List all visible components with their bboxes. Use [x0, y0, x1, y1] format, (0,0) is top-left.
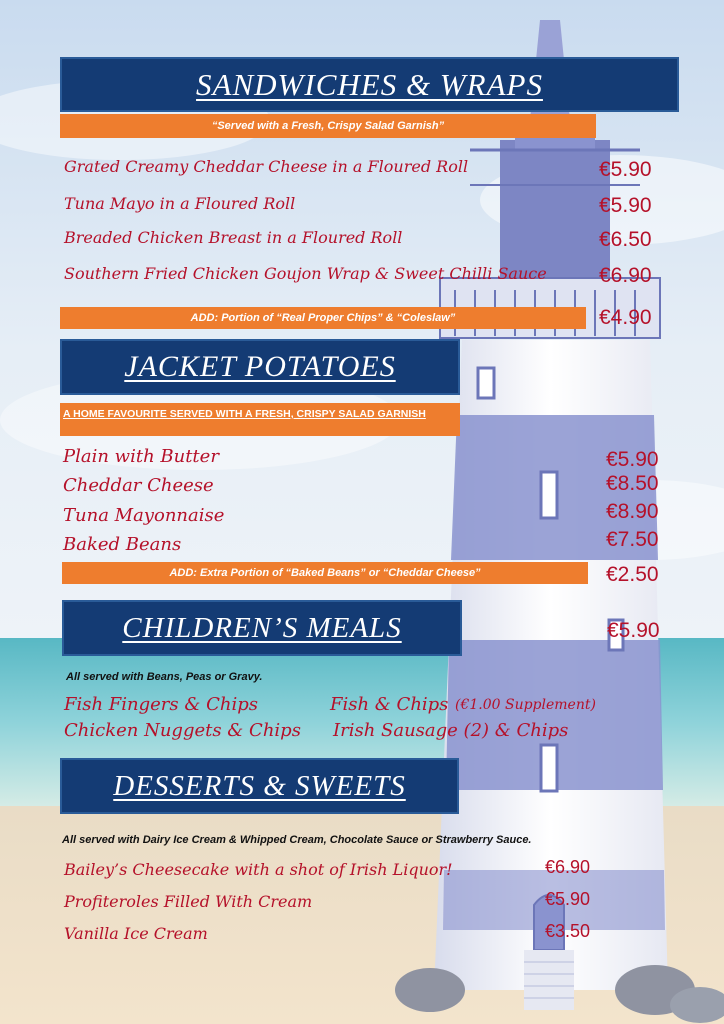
desserts-title: DESSERTS & SWEETS — [113, 769, 406, 802]
dessert-item-price: €5.90 — [545, 889, 591, 909]
dessert-item-price: €6.90 — [545, 857, 591, 877]
jacket-subtitle-text: A HOME FAVOURITE SERVED WITH A FRESH, CRISPY SALAD GARNISH — [63, 408, 426, 420]
jacket-item-price: €8.50 — [606, 472, 659, 495]
children-item-name: Fish & Chips — [330, 694, 449, 715]
jacket-item-price: €8.90 — [606, 500, 659, 523]
sandwiches-banner — [60, 57, 679, 112]
sandwich-item-price: €6.50 — [599, 228, 652, 251]
jacket-item-price: €5.90 — [606, 448, 659, 471]
jacket-title: JACKET POTATOES — [124, 350, 396, 383]
dessert-item-price: €3.50 — [545, 921, 591, 941]
children-banner — [62, 600, 462, 656]
sandwich-item-name: Tuna Mayo in a Floured Roll — [64, 194, 296, 213]
dessert-item-name: Profiteroles Filled With Cream — [64, 892, 313, 911]
sandwiches-add-on-price: €4.90 — [599, 306, 652, 329]
jacket-subtitle — [60, 403, 460, 436]
sandwich-item-name: Breaded Chicken Breast in a Floured Roll — [64, 228, 403, 247]
sandwiches-subtitle: “Served with a Fresh, Crispy Salad Garnish” — [60, 114, 596, 138]
sandwiches-title: SANDWICHES & WRAPS — [196, 66, 543, 102]
sandwich-item-price: €6.90 — [599, 264, 652, 287]
sandwiches-add-on: ADD: Portion of “Real Proper Chips” & “Coleslaw” — [60, 307, 586, 329]
dessert-item-name: Bailey’s Cheesecake with a shot of Irish Liquor! — [64, 860, 453, 879]
children-title: CHILDREN’S MEALS — [122, 611, 402, 644]
children-price: €5.90 — [607, 619, 660, 642]
jacket-item-name: Baked Beans — [63, 534, 182, 555]
jacket-item-name: Plain with Butter — [63, 446, 219, 467]
children-supplement: (€1.00 Supplement) — [455, 697, 596, 713]
desserts-banner — [60, 758, 459, 814]
children-item-name: Fish Fingers & Chips — [64, 694, 259, 715]
jacket-item-name: Cheddar Cheese — [63, 475, 214, 496]
sandwich-item-name: Southern Fried Chicken Goujon Wrap & Sweet Chilli Sauce — [64, 264, 547, 283]
sandwich-item-name: Grated Creamy Cheddar Cheese in a Floured Roll — [64, 157, 469, 176]
children-item-name: Chicken Nuggets & Chips — [64, 720, 301, 741]
children-item-name: Irish Sausage (2) & Chips — [333, 720, 569, 741]
jacket-add-on: ADD: Extra Portion of “Baked Beans” or “Cheddar Cheese” — [62, 562, 588, 584]
dessert-item-name: Vanilla Ice Cream — [64, 924, 208, 943]
desserts-note: All served with Dairy Ice Cream & Whipped Cream, Chocolate Sauce or Strawberry Sauce. — [62, 834, 532, 846]
jacket-item-name: Tuna Mayonnaise — [63, 505, 225, 526]
jacket-add-on-price: €2.50 — [606, 563, 659, 586]
sandwich-item-price: €5.90 — [599, 158, 652, 181]
children-note: All served with Beans, Peas or Gravy. — [66, 671, 263, 683]
sandwich-item-price: €5.90 — [599, 194, 652, 217]
jacket-item-price: €7.50 — [606, 528, 659, 551]
jacket-banner — [60, 339, 460, 395]
